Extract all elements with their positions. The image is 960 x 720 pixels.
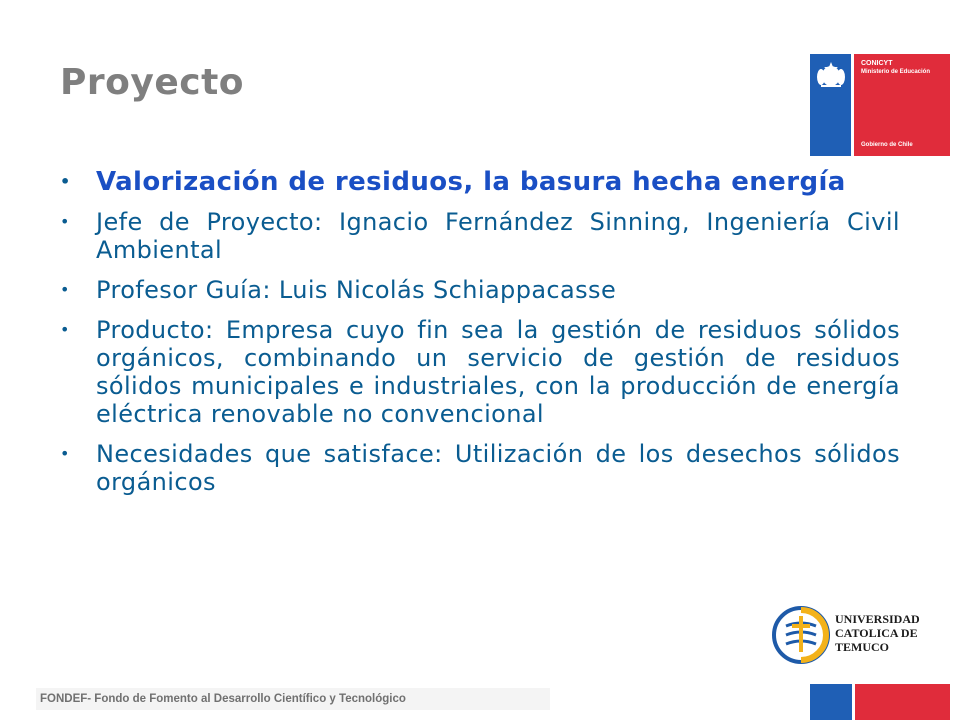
university-name-line: TEMUCO [835, 640, 889, 654]
university-seal-icon [772, 606, 830, 664]
flag-divider [851, 54, 854, 156]
bullet-list [60, 168, 900, 508]
bullet-text: Necesidades que satisface: Utilización de los desechos sólidos orgánicos [96, 440, 900, 496]
university-logo [769, 604, 931, 666]
bullet-text: Producto: Empresa cuyo fin sea la gestión de residuos sólidos orgánicos, combinando un servicio de gestión de residuos sólidos municipales e industriales, con la producción de energía eléctrica renovable no convencional [96, 316, 900, 428]
footer-flag-red [855, 684, 950, 720]
footer-caption: FONDEF- Fondo de Fomento al Desarrollo Científico y Tecnológico [36, 688, 550, 710]
government-label: Gobierno de Chile [861, 142, 913, 148]
ministry-label: Ministerio de Educación [861, 69, 931, 75]
bullet-text: Jefe de Proyecto: Ignacio Fernández Sinning, Ingeniería Civil Ambiental [96, 208, 900, 264]
bullet-dot-icon: • [60, 280, 70, 299]
university-name [835, 612, 931, 654]
conicyt-brand: CONICYT [861, 60, 893, 67]
bullet-text: Valorización de residuos, la basura hecha energía [96, 167, 846, 197]
bullet-text: Profesor Guía: Luis Nicolás Schiappacasse [96, 276, 617, 304]
university-name-line: UNIVERSIDAD [835, 612, 920, 626]
bullet-dot-icon: • [60, 212, 70, 231]
bullet-item [60, 440, 900, 496]
bullet-dot-icon: • [60, 172, 71, 191]
bullet-dot-icon: • [60, 320, 70, 339]
footer-flag-blue [810, 684, 852, 720]
bullet-item [60, 168, 900, 196]
footer-flag-bar [810, 684, 950, 720]
coat-of-arms-icon [815, 59, 847, 89]
bullet-item [60, 316, 900, 428]
bullet-item [60, 276, 900, 304]
bullet-item [60, 208, 900, 264]
bullet-dot-icon: • [60, 444, 70, 463]
slide-title: Proyecto [60, 62, 245, 103]
university-name-line: CATOLICA DE [835, 626, 918, 640]
conicyt-logo [810, 54, 950, 156]
